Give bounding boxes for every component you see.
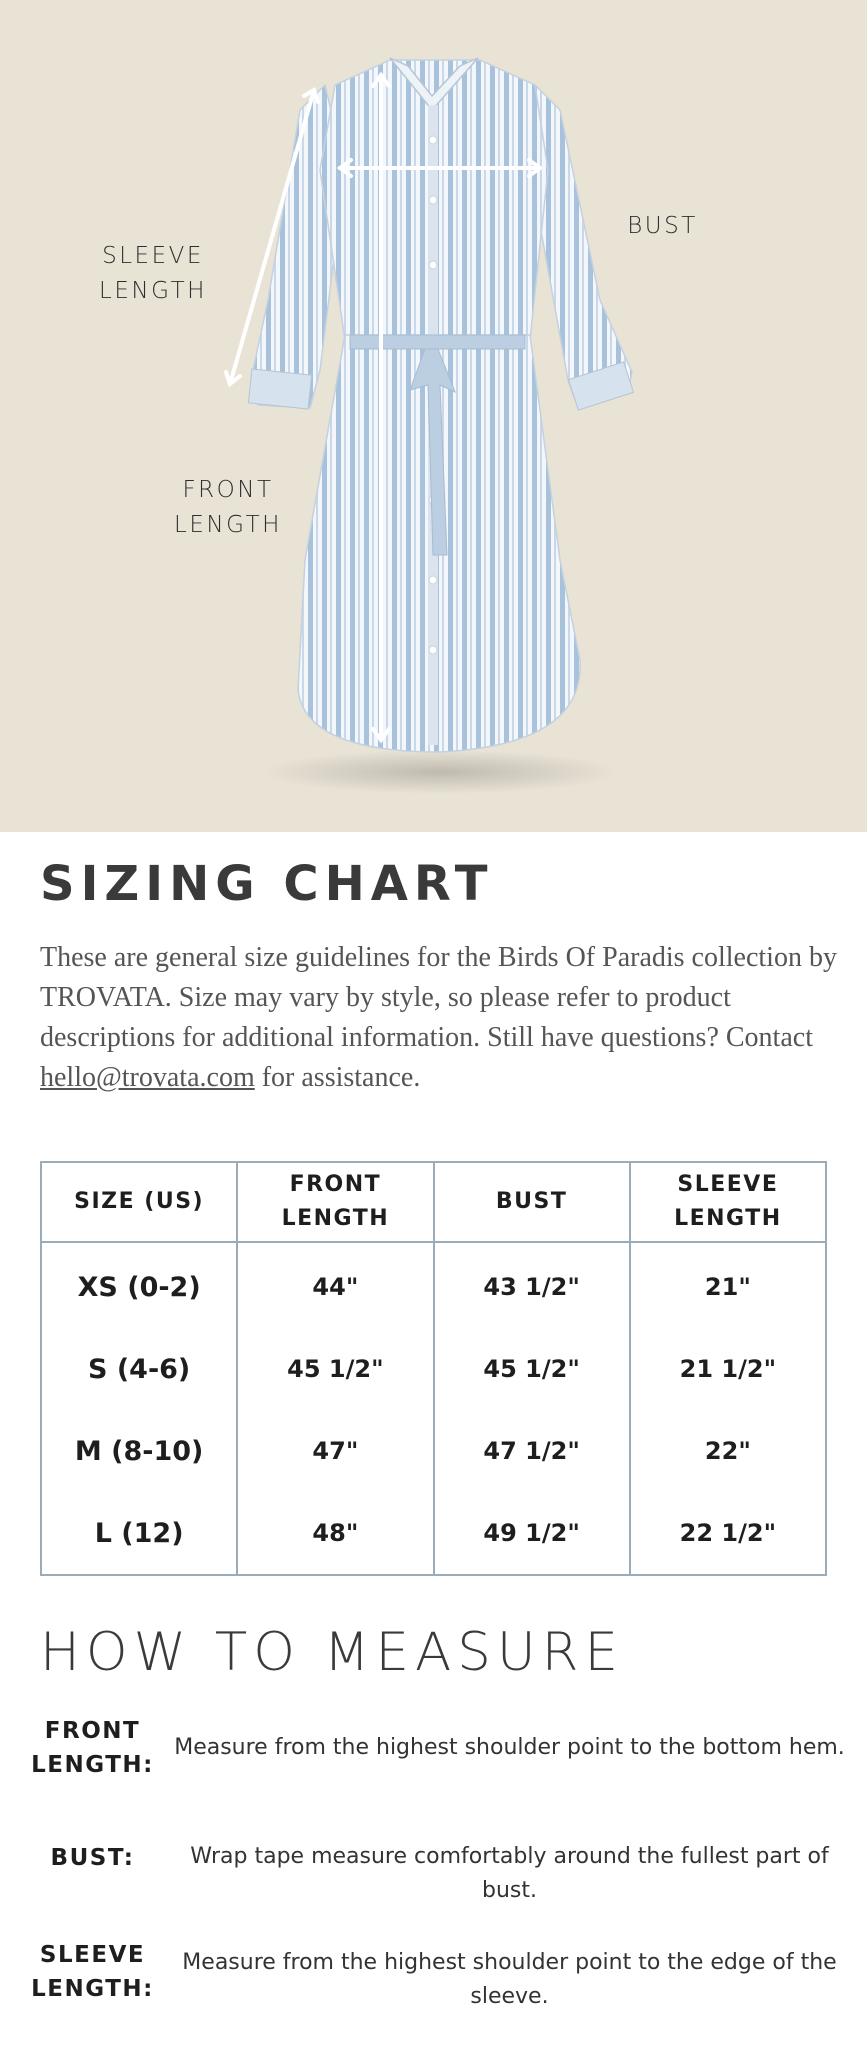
bust-cell: 49 1/2" [434,1492,630,1575]
table-header-row [41,1162,826,1242]
front-length-cell: 47" [237,1410,433,1492]
header-bust-text: BUST [495,1189,568,1214]
header-front-text-1: FRONT [289,1172,382,1197]
column-header-size [41,1162,237,1242]
column-header-sleeve-length [630,1162,826,1242]
header-sleeve-text-2: LENGTH [674,1206,782,1231]
measure-label [20,1841,165,1875]
measure-label [20,1938,165,2006]
table-row [41,1242,826,1328]
front-label-line-2: LENGTH [174,512,282,538]
front-length-label [168,473,288,543]
intro-text-end: for assistance. [254,1062,421,1093]
waist-tie [350,335,525,349]
measure-label [20,1714,165,1782]
table-row [41,1492,826,1575]
sleeve-length-cell: 21 1/2" [630,1328,826,1410]
front-length-cell: 45 1/2" [237,1328,433,1410]
bust-cell: 45 1/2" [434,1328,630,1410]
bust-label: BUST [627,213,698,239]
size-cell: L (12) [41,1492,237,1575]
sleeve-length-cell: 22 1/2" [630,1492,826,1575]
measure-label-line-1: BUST: [50,1845,135,1871]
measure-instruction: Measure from the highest shoulder point to the edge of the sleeve. [182,1950,837,2009]
left-cuff [248,369,311,409]
front-length-cell: 48" [237,1492,433,1575]
size-table [40,1161,827,1576]
bust-cell: 47 1/2" [434,1410,630,1492]
sleeve-label-line-2: LENGTH [99,278,207,304]
dress-illustration [0,0,867,832]
table-row [41,1410,826,1492]
measure-instruction: Measure from the highest shoulder point to the bottom hem. [174,1735,845,1760]
measure-label-line-1: FRONT [44,1718,141,1744]
size-cell: M (8-10) [41,1410,237,1492]
right-sleeve [530,85,632,408]
header-sleeve-text-1: SLEEVE [677,1172,779,1197]
front-label-line-1: FRONT [182,477,274,503]
size-cell: XS (0-2) [41,1242,237,1328]
size-cell: S (4-6) [41,1328,237,1410]
measure-label-line-2: LENGTH: [31,1976,154,2002]
intro-text: These are general size guidelines for the Birds Of Paradis collection by TROVATA. Size may vary by style, so please refer to product descriptions for additional information. Still have questions? Contact [40,942,837,1053]
bust-cell: 43 1/2" [434,1242,630,1328]
intro-paragraph [40,938,840,1098]
sleeve-label-line-1: SLEEVE [102,243,204,269]
column-header-bust [434,1162,630,1242]
sleeve-length-cell: 22" [630,1410,826,1492]
sleeve-length-label [93,239,213,309]
column-header-front-length [237,1162,433,1242]
header-size-text: SIZE (US) [74,1189,205,1214]
page-title: SIZING CHART [40,856,494,912]
how-to-measure-title: HOW TO MEASURE [40,1622,624,1683]
measurement-diagram [0,0,867,832]
dress-shadow [260,750,620,794]
front-length-cell: 44" [237,1242,433,1328]
measure-label-line-2: LENGTH: [31,1752,154,1778]
measure-label-line-1: SLEEVE [39,1942,146,1968]
sleeve-length-cell: 21" [630,1242,826,1328]
table-row [41,1328,826,1410]
measure-instruction: Wrap tape measure comfortably around the fullest part of bust. [190,1844,829,1903]
contact-email-link[interactable]: hello@trovata.com [40,1062,255,1093]
header-front-text-2: LENGTH [281,1206,390,1231]
